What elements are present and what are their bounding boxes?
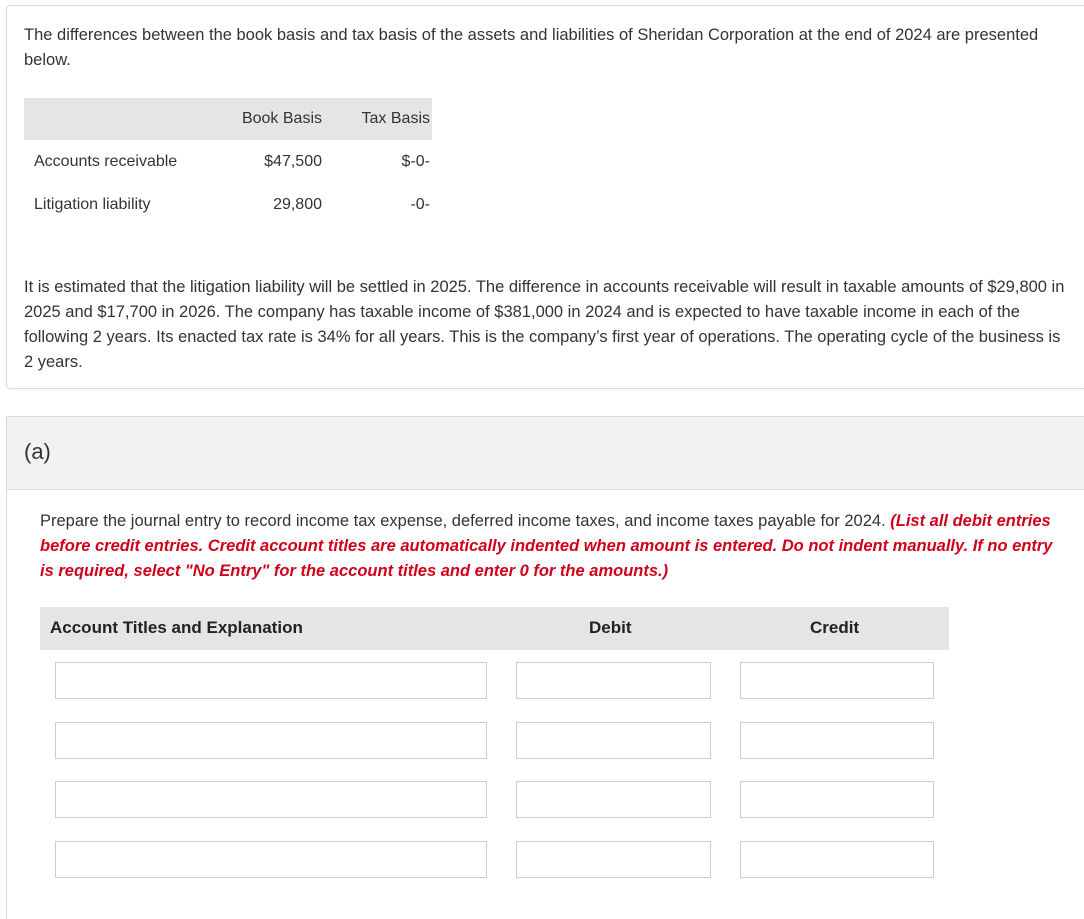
debit-input[interactable] [516,722,711,759]
instruction-text: Prepare the journal entry to record income tax expense, deferred income taxes, and income taxes payable for 2024. [40,512,886,530]
account-title-input[interactable] [55,781,487,818]
credit-input[interactable] [740,662,934,699]
header-debit: Debit [589,618,632,637]
row-tax-value: $-0- [401,152,430,170]
header-account-titles: Account Titles and Explanation [50,618,303,637]
journal-header [40,607,949,650]
basis-header-tax: Tax Basis [361,110,430,127]
part-label: (a) [24,439,51,464]
table-row [24,140,432,183]
debit-input[interactable] [516,781,711,818]
details-text: It is estimated that the litigation liability will be settled in 2025. The difference in accounts receivable will result in taxable amounts of $29,800 in 2025 and $17,700 in 2026. The company has taxable income of $381,000 in 2024 and is expected to have taxable income in each of the following 2 years. Its enacted tax rate is 34% for all years. This is the company’s first year of operations. The operating cycle of the business is 2 years. [24,278,1065,371]
basis-table-header-row [24,98,432,140]
part-a-card [6,416,1084,919]
account-title-input[interactable] [55,722,487,759]
basis-table [24,98,432,226]
row-label: Litigation liability [34,195,151,213]
journal-row [7,662,1084,700]
row-label: Accounts receivable [34,152,178,170]
instructions [40,509,1070,584]
header-credit: Credit [810,618,860,637]
row-book-value: $47,500 [264,152,322,170]
intro-text: The differences between the book basis and tax basis of the assets and liabilities of Sheridan Corporation at the end of 2024 are presented below. [24,26,1039,69]
journal-row [7,841,1084,879]
basis-header-book: Book Basis [241,110,322,127]
table-row [24,183,432,226]
row-book-value: 29,800 [273,195,322,213]
account-title-input[interactable] [55,662,487,699]
basis-header-label [24,98,222,140]
row-tax-value: -0- [410,195,430,213]
instruction-note: (List all debit entries before credit entries. Credit account titles are automatically indented when amount is entered. Do not indent manually. If no entry is required, select "No Entry" for the account titles and enter 0 for the amounts.) [40,512,1053,580]
journal-row [7,722,1084,760]
debit-input[interactable] [516,841,711,878]
credit-input[interactable] [740,722,934,759]
credit-input[interactable] [740,841,934,878]
credit-input[interactable] [740,781,934,818]
journal-row [7,781,1084,819]
part-header [7,417,1084,490]
debit-input[interactable] [516,662,711,699]
problem-card [6,5,1084,389]
account-title-input[interactable] [55,841,487,878]
